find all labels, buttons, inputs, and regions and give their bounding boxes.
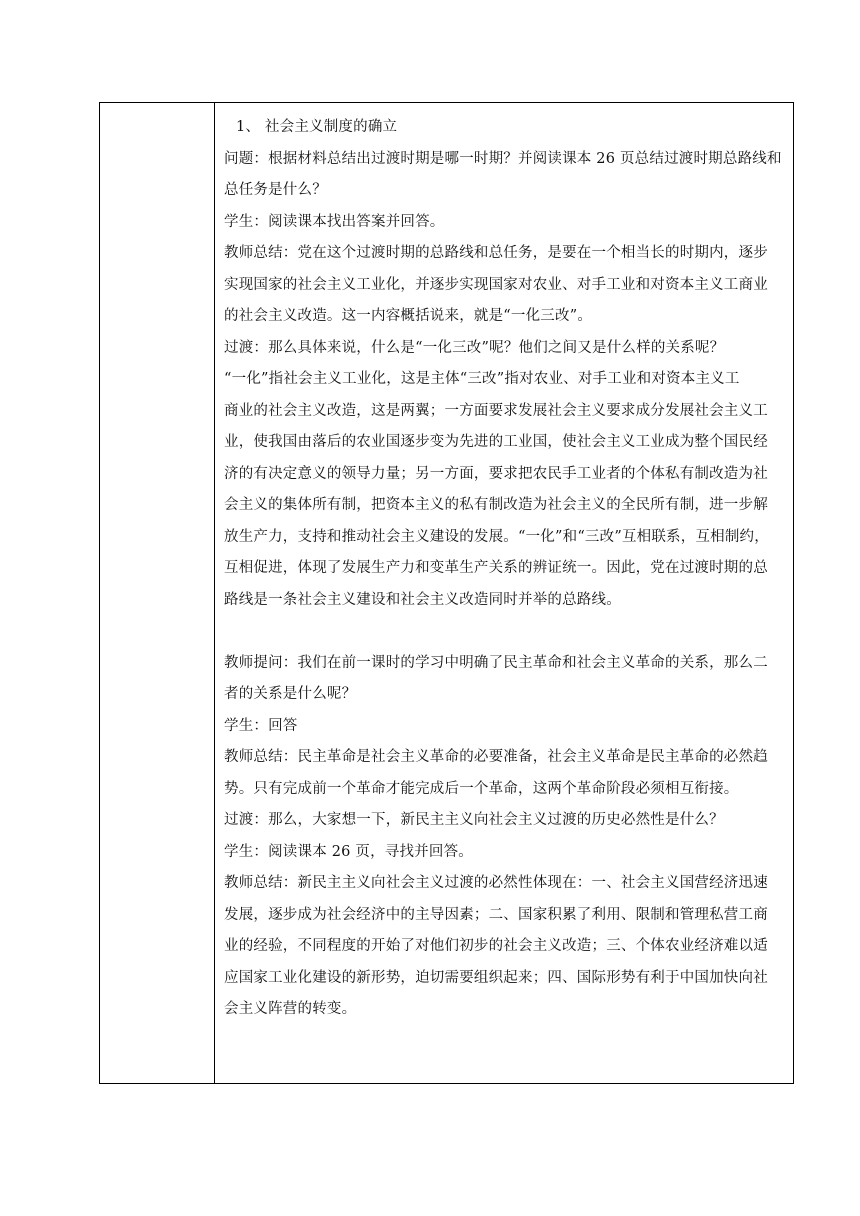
text-line: 者的关系是什么呢？ bbox=[224, 686, 357, 702]
text-line: 互相促进，体现了发展生产力和变革生产关系的辨证统一。因此，党在过渡时期的总 bbox=[224, 560, 768, 576]
text-line: 势。只有完成前一个革命才能完成后一个革命，这两个革命阶段必须相互衔接。 bbox=[224, 780, 739, 797]
left-label-cell bbox=[100, 103, 215, 1083]
text-line: 业的经验，不同程度的开始了对他们初步的社会主义改造；三、个体农业经济难以适 bbox=[224, 938, 768, 954]
text-line: 问题：根据材料总结出过渡时期是哪一时期？并阅读课本 26 页总结过渡时期总路线和 bbox=[224, 150, 782, 167]
text-line: 教师总结：新民主主义向社会主义过渡的必然性体现在：一、社会主义国营经济迅速 bbox=[224, 875, 768, 891]
text-line: 业，使我国由落后的农业国逐步变为先进的工业国，使社会主义工业成为整个国民经 bbox=[224, 434, 768, 450]
text-line: 应国家工业化建设的新形势，迫切需要组织起来；四、国际形势有利于中国加快向社 bbox=[224, 969, 768, 986]
text-line: 教师提问：我们在前一课时的学习中明确了民主革命和社会主义革命的关系，那么二 bbox=[224, 654, 768, 671]
text-line: 学生：阅读课本 26 页，寻找并回答。 bbox=[224, 843, 473, 860]
text-line: 学生：阅读课本找出答案并回答。 bbox=[224, 213, 445, 230]
text-line: “一化”指社会主义工业化，这是主体“三改”指对农业、对手工业和对资本主义工 bbox=[224, 371, 740, 387]
text-line: 路线是一条社会主义建设和社会主义改造同时并举的总路线。 bbox=[224, 591, 621, 608]
text-line: 商业的社会主义改造，这是两翼；一方面要求发展社会主义要求成分发展社会主义工 bbox=[224, 402, 768, 419]
text-line: 发展，逐步成为社会经济中的主导因素；二、国家积累了利用、限制和管理私营工商 bbox=[224, 906, 768, 923]
text-line: 教师总结：民主革命是社会主义革命的必要准备，社会主义革命是民主革命的必然趋 bbox=[224, 749, 768, 765]
text-line: 的社会主义改造。这一内容概括说来，就是“一化三改”。 bbox=[224, 308, 593, 324]
text-line: 实现国家的社会主义工业化，并逐步实现国家对农业、对手工业和对资本主义工商业 bbox=[224, 276, 768, 293]
text-line: 会主义的集体所有制，把资本主义的私有制改造为社会主义的全民所有制，进一步解 bbox=[224, 497, 768, 513]
section-heading: 1、 社会主义制度的确立 bbox=[236, 119, 398, 135]
text-line: 放生产力，支持和推动社会主义建设的发展。“一化”和“三改”互相联系，互相制约， bbox=[224, 528, 769, 545]
text-line: 过渡：那么具体来说，什么是“一化三改”呢？他们之间又是什么样的关系呢？ bbox=[224, 339, 725, 356]
blank-line bbox=[224, 616, 783, 648]
text-line: 会主义阵营的转变。 bbox=[224, 1001, 357, 1017]
text-line: 学生：回答 bbox=[224, 717, 298, 734]
lesson-table bbox=[99, 102, 794, 1084]
text-line: 教师总结：党在这个过渡时期的总路线和总任务，是要在一个相当长的时期内，逐步 bbox=[224, 245, 768, 261]
text-line: 济的有决定意义的领导力量；另一方面，要求把农民手工业者的个体私有制改造为社 bbox=[224, 465, 768, 482]
text-line: 总任务是什么？ bbox=[224, 182, 327, 198]
content-cell bbox=[215, 103, 793, 1083]
text-line: 过渡：那么，大家想一下，新民主主义向社会主义过渡的历史必然性是什么？ bbox=[224, 812, 724, 828]
